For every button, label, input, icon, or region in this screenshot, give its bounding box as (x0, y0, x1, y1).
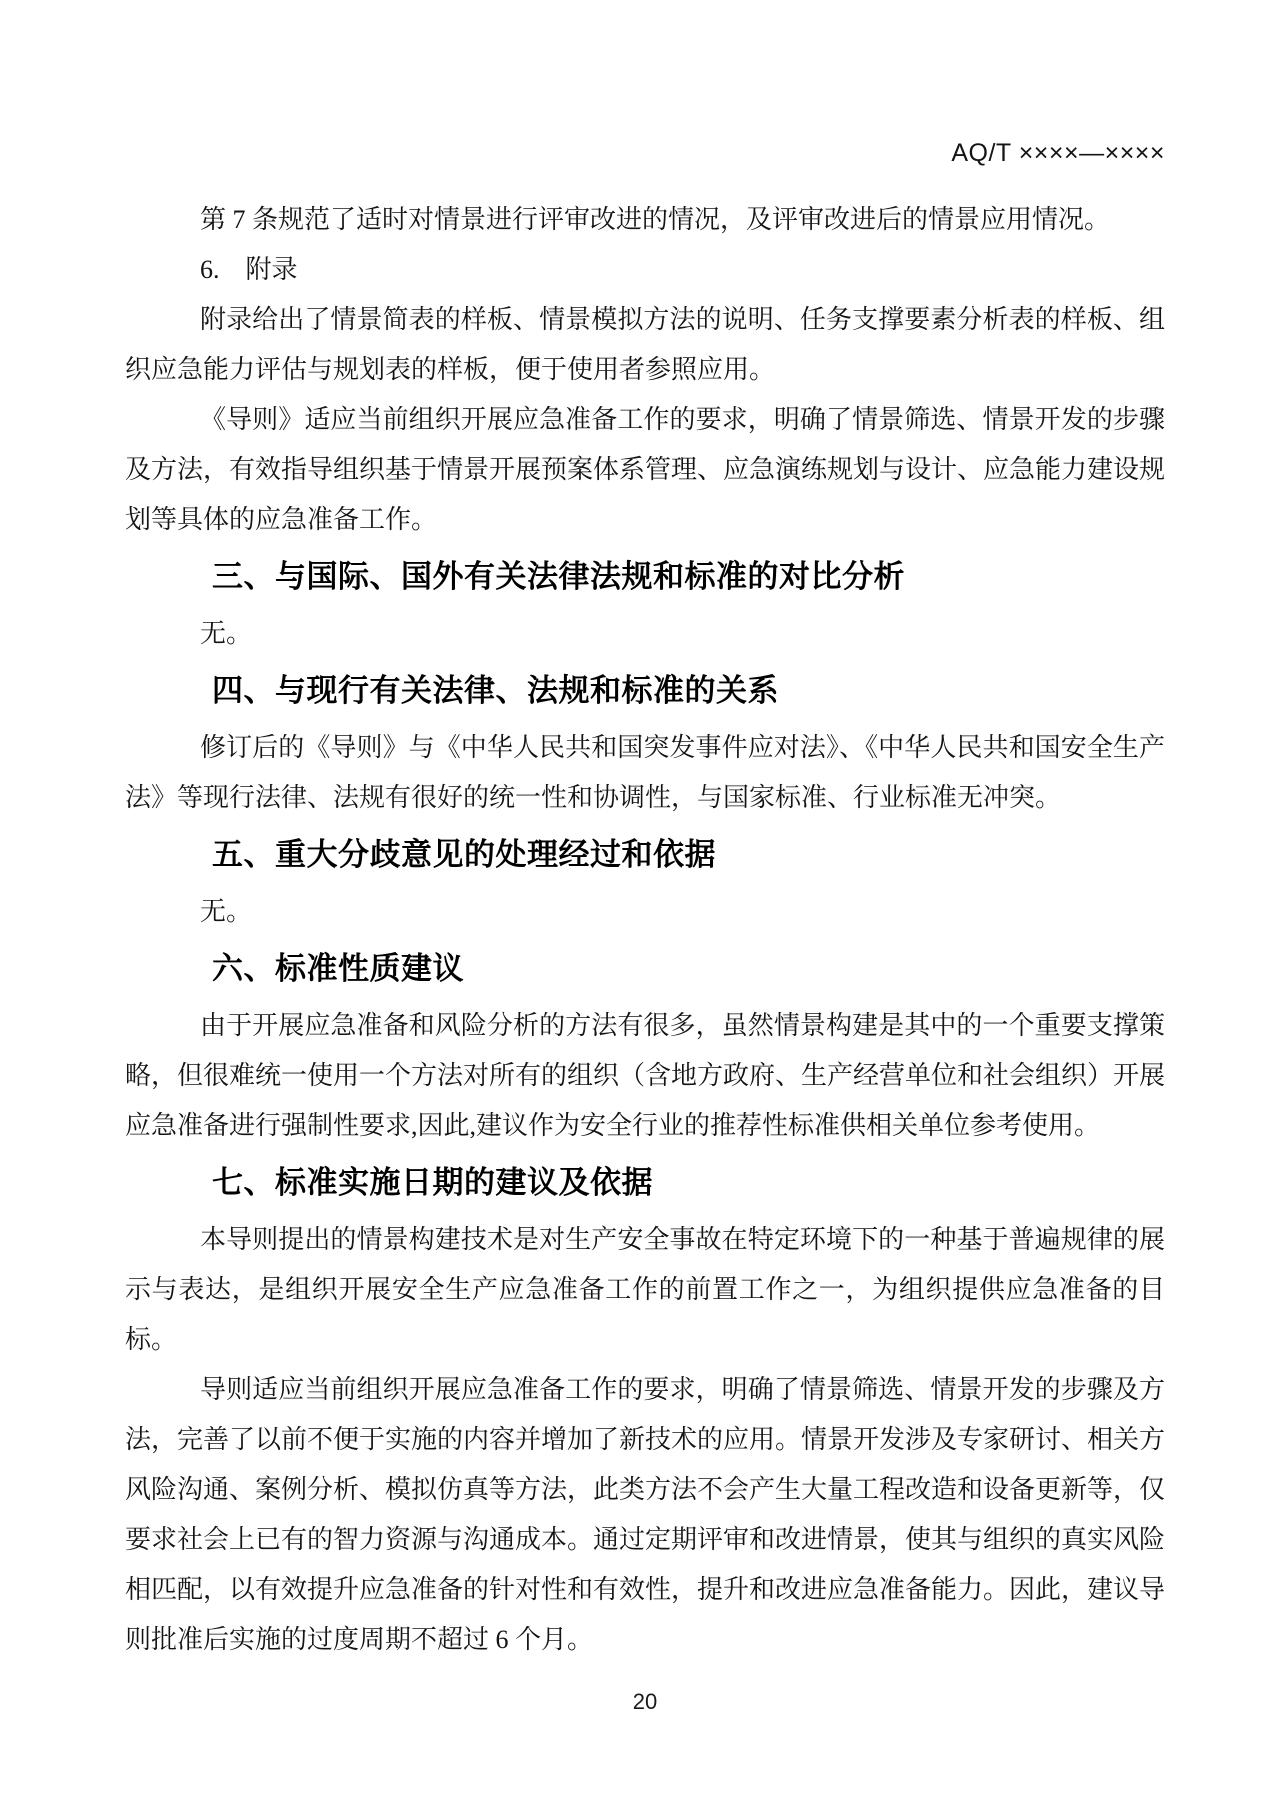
section-heading: 五、重大分歧意见的处理经过和依据 (212, 837, 716, 872)
body-paragraph: 无。 (200, 619, 253, 648)
body-paragraph: 附录给出了情景简表的样板、情景模拟方法的说明、任务支撑要素分析表的样板、组织应急能力评估与规划表的样板，便于使用者参照应用。 (125, 305, 1165, 384)
document-standard-code: AQ/T ××××—×××× (951, 139, 1165, 167)
body-paragraph: 由于开展应急准备和风险分析的方法有很多，虽然情景构建是其中的一个重要支撑策略，但很难统一使用一个方法对所有的组织（含地方政府、生产经营单位和社会组织）开展应急准备进行强制性要求,因此,建议作为安全行业的推荐性标准供相关单位参考使用。 (125, 1011, 1166, 1140)
body-paragraph: 本导则提出的情景构建技术是对生产安全事故在特定环境下的一种基于普遍规律的展示与表达，是组织开展安全生产应急准备工作的前置工作之一，为组织提供应急准备的目标。 (125, 1225, 1165, 1354)
body-paragraph: 导则适应当前组织开展应急准备工作的要求，明确了情景筛选、情景开发的步骤及方法，完善了以前不便于实施的内容并增加了新技术的应用。情景开发涉及专家研讨、相关方风险沟通、案例分析、模拟仿真等方法，此类方法不会产生大量工程改造和设备更新等，仅要求社会上已有的智力资源与沟通成本。通过定期评审和改进情景，使其与组织的真实风险相匹配，以有效提升应急准备的针对性和有效性，提升和改进应急准备能力。因此，建议导则批准后实施的过度周期不超过 6 个月。 (125, 1375, 1166, 1654)
body-paragraph: 无。 (200, 897, 253, 926)
body-paragraph: 修订后的《导则》与《中华人民共和国突发事件应对法》、《中华人民共和国安全生产法》等现行法律、法规有很好的统一性和协调性，与国家标准、行业标准无冲突。 (125, 733, 1165, 812)
section-heading: 七、标准实施日期的建议及依据 (212, 1165, 653, 1200)
body-paragraph: 《导则》适应当前组织开展应急准备工作的要求，明确了情景筛选、情景开发的步骤及方法，有效指导组织基于情景开展预案体系管理、应急演练规划与设计、应急能力建设规划等具体的应急准备工作。 (125, 405, 1166, 534)
body-paragraph: 第 7 条规范了适时对情景进行评审改进的情况，及评审改进后的情景应用情况。 (200, 205, 1111, 234)
section-heading: 六、标准性质建议 (212, 951, 464, 986)
body-paragraph: 6. 附录 (200, 255, 298, 284)
page-number: 20 (632, 1689, 658, 1714)
section-heading: 三、与国际、国外有关法律法规和标准的对比分析 (212, 559, 905, 594)
section-heading: 四、与现行有关法律、法规和标准的关系 (212, 673, 779, 708)
document-body (125, 195, 1165, 1665)
